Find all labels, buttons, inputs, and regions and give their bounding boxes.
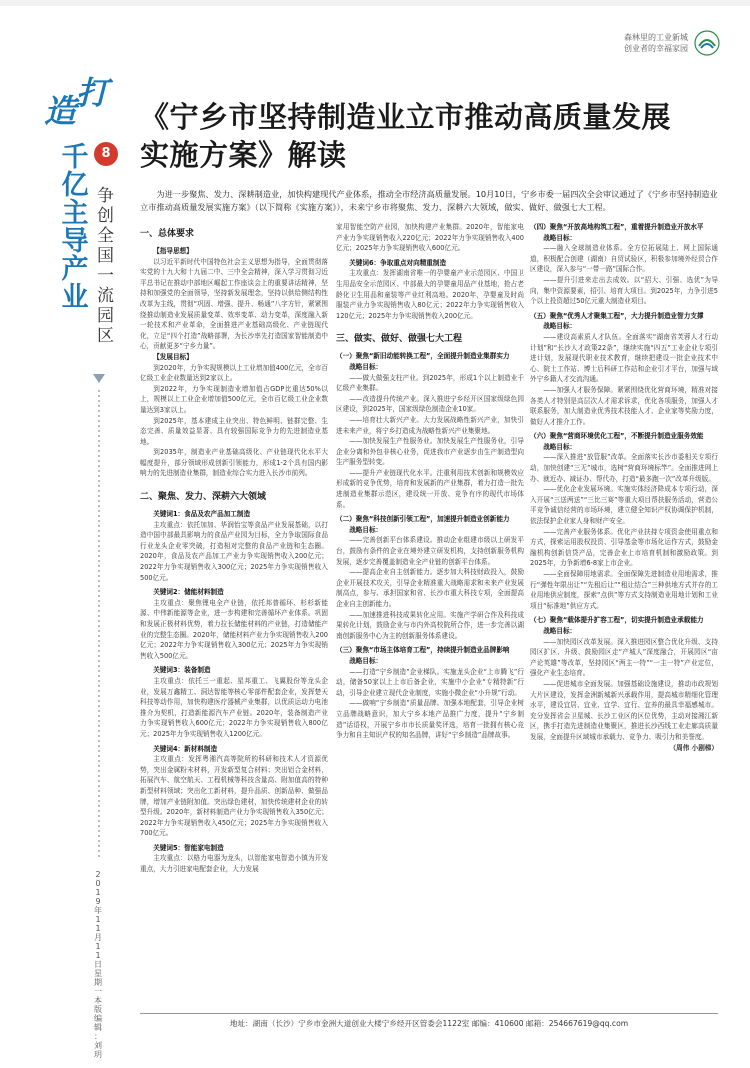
subsection-label: 【指导思想】 [153, 247, 193, 255]
date-char: 版 [94, 1005, 102, 1014]
goal-label: 战略目标： [349, 362, 383, 371]
goal-label: 战略目标： [349, 656, 383, 665]
date-char: 日 [94, 960, 102, 969]
title-line-2: 实施方案》解读 [140, 138, 347, 172]
body-paragraph: ——加快园区改革发展。深入推进园区整合优化升级、支持园区扩区、升级、鼓励园区走“产城人”深度融合，开展园区“亩产论英雄”等改革，坚持园区“两主一特”“一主一特”产业定位，强化产业生态培育。 [530, 637, 718, 678]
triangle-marker-icon [93, 374, 105, 383]
body-paragraph: ——提升引进来走出去成效。以“招大、引强、选优”为导向，集中资源要素，招引、培育大项目。到2025年，力争引进5个以上投资超过50亿元重大制造业项目。 [530, 275, 718, 306]
body-paragraph: ——加快发展生产性服务业。加快发展生产性服务业，引导企业分离和外包非核心业务，促进我市产业逐步由生产制造型向生产服务型转变。 [336, 437, 524, 467]
keyword-heading: 关键词5：智能家电制造 [153, 843, 224, 852]
author-credit: （周伟 小剧梯） [669, 743, 718, 752]
side-char-qian: 千 [61, 142, 89, 173]
article-column-3 [530, 222, 718, 753]
side-char-chan: 产 [61, 254, 89, 285]
side-date-editor [92, 870, 104, 1059]
top-border [0, 0, 750, 6]
article-column-2 [336, 222, 524, 741]
keyword-heading: 关键词2：储能材料制造 [153, 588, 224, 597]
sub-char: 争 [97, 186, 114, 206]
date-char: 年 [94, 906, 102, 915]
title-line-1: 《宁乡市坚持制造业立市推动高质量发展 [140, 100, 672, 134]
footer-address: 地址：湖南（长沙）宁乡市金洲大道创业大楼宁乡经开区管委会1122室 邮编：410600 邮箱：254667619@qq.com [229, 1019, 629, 1028]
subsection-heading: （四）聚焦“开放高地构筑工程”，重着提升制造业开放水平 [530, 223, 704, 231]
body-paragraph: ——完善产业服务体系。优化产业扶持专项资金使用重点和方式，探索运用股权投资、引导基金等市场化运作方式，鼓励金融机构创新信贷产品，完善企业上市培育机制和激励政策。到2025年，力争新增6-8家上市企业。 [530, 527, 718, 568]
date-char: 1 [95, 888, 101, 897]
side-dotted-divider [98, 390, 100, 860]
body-paragraph: 到2025年，基本建成主业突出、特色鲜明、链群完整、生态完善、质量效益显著、具有较强国际竞争力的先进制造业基地。 [140, 416, 328, 446]
body-paragraph: ——提升产业链现代化水平。注重利用技术创新和规模效应形成新的竞争优势，培育和发展新的产业集群，着力打造一批先进制造业集群示范区，建设统一开放、竞争有序的现代市场体系。 [336, 468, 524, 509]
body-paragraph: ——加速推进科技成果转化应用。实施产学研合作及科技成果转化计划，鼓励企业与市内外高校院所合作，进一步完善以湖南创新服务中心为主的创新服务体系建设。 [336, 610, 524, 640]
subsection-heading: （一）聚焦“新旧动能转换工程”，全面提升制造业集群实力 [336, 352, 510, 361]
body-paragraph: ——做响“宁乡制造”质量品牌。加强本地配套，引导企业树立品牌战略意识，加大宁乡本地产品推广力度，提升“宁乡制造”话语权，开展宁乡市市长质量奖评选，培育一批拥有核心竞争力和自主知识产权的知名品牌，讲好“宁乡制造”品牌故事。 [336, 699, 524, 740]
body-paragraph: ——全面保障用地需求。全面保障先进制造业用地需求，推行“弹性年限出让”“先租后让”“租让结合”三种供地方式并存的工业用地供应制度，探索“点供”等方式支持制造业用地计划和工业项目“标准地”供应方式。 [530, 570, 718, 610]
date-char: 编 [94, 1014, 102, 1023]
keyword-heading: 关键词6：争取重点对向精重制造 [349, 258, 447, 267]
body-paragraph: 主攻重点：聚焦锂电全产业链，依托邦普循环、杉杉新能源、中伟新能源等企业，进一步构建和完善循环产业体系。巩固和发展正极材料优势，着力拉长储能材料的产业链，打造储能产业的完整生态圈。2020年，储能材料产业力争实现销售收入200亿元；2022年力争实现销售收入300亿元；2025年力争实现销售收入500亿元。 [140, 598, 328, 660]
body-paragraph: ——深入推进“放管服”改革。全面落实长沙市委相关专项行动，加快创建“三无”城市，选树“营商环境标竿”。全面推进网上办、就近办、减证办、帮代办，打造“最多跑一次”改革升级版。 [530, 453, 718, 483]
goal-label: 战略目标： [543, 626, 577, 635]
lead-paragraph: 为进一步聚焦、发力、深耕制造业，加快构建现代产业体系，推动全市经济高质量发展。10月10日，宁乡市委一届四次全会审议通过了《宁乡市坚持制造业立市推动高质量发展实施方案》（以下简称《实施方案》），未来宁乡市将聚焦、发力、深耕六大领域，做实、做好、做强七大工程。 [140, 189, 718, 213]
side-char-dao: 导 [61, 226, 89, 257]
subsection-heading: （二）聚焦“科技创新引领工程”，加速提升制造业创新能力 [336, 515, 510, 524]
side-char-yi: 亿 [61, 170, 89, 201]
footer-divider [140, 1013, 718, 1014]
date-char: 期 [94, 978, 102, 987]
sub-char: 一 [97, 266, 114, 286]
section-heading: 三、做实、做好、做强七大工程 [336, 334, 463, 345]
goal-label: 战略目标： [543, 442, 577, 451]
body-paragraph: ——培育壮大新兴产业。大力发展战略性新兴产业，加快引进未来产业，将宁乡打造成为战略性新兴产业集聚地。 [336, 415, 524, 435]
subsection-heading: （五）聚焦“优秀人才聚集工程”，大力提升制造业智力支撑 [530, 311, 704, 320]
body-paragraph: 到2020年，力争实现规模以上工业增加值400亿元，全市百亿级工业企业数量达到2家以上。 [140, 363, 328, 383]
page-number-badge: 8 [94, 142, 118, 166]
goal-label: 战略目标： [543, 233, 577, 242]
side-char-zao: 造 [44, 92, 77, 130]
date-char: 1 [95, 915, 101, 924]
side-char-ye: 业 [61, 282, 89, 313]
date-char: 一 [94, 987, 102, 996]
body-paragraph: ——提高企业自主创新能力。逐步加大科技财政投入，鼓励企业开展技术攻关，引导企业精准重大战略需求和未来产业发展制高点，参与、承担国家和省、长沙市重大科技专项，全面提高企业自主创新能力。 [336, 568, 524, 608]
body-paragraph: 以习近平新时代中国特色社会主义思想为指导，全面贯彻落实党的十九大和十九届二中、三中全会精神，深入学习贯彻习近平总书记在推动中部地区崛起工作座谈会上的重要讲话精神，坚持和加强党的全面领导，坚持新发展理念，坚持以供给侧结构性改革为主线，贯彻“巩固、增强、提升、畅通”八字方针，紧紧围绕推动制造业发展质量变革、效率变革、动力变革，深度融入新一轮技术和产业革命，全面推进产业基础高级化、产业链现代化，立足“四个打造”战略部署，为长沙率先打造国家智能制造中心，贡献更多“宁乡力量”。 [140, 257, 328, 351]
body-paragraph: ——优化企业发展环境。实施实体经济降成本专项行动，深入开展“三送两送”“三比三赛”等重大项目帮扶服务活动，营造公平竞争诚信经营的市场环境，建立健全知识产权协调保护机制，依法保护企业家人身和财产安全。 [530, 485, 718, 526]
body-paragraph: 主攻重点：依托加加、华润怡宝等食品产业发展基础，以打造中国中部最具影响力的食品产业园为目标，全力争取国际食品行业龙头企业零突破，打造相对完整的食品产业链和生态圈。2020年，食品及农产品加工产业力争实现销售收入200亿元；2022年力争实现销售收入300亿元；2025年力争实现销售收入500亿元。 [140, 520, 328, 582]
section-heading: 二、聚焦、发力、深耕六大领域 [140, 492, 267, 503]
body-paragraph: 到2035年，制造业产业基础高级化、产业链现代化水平大幅度提升，部分领域形成创新引领能力，形成1-2个具有国内影响力的先进制造业集群，制造业综合实力进入长沙市前列。 [140, 448, 328, 478]
body-paragraph: 主攻重点：以格力电器为龙头，以智能家电智造小镇为开发重点，大力引进家电配套企业，大力发展 [140, 854, 328, 874]
side-char-zhu: 主 [61, 198, 89, 229]
body-paragraph: ——加强人才服务保障。紧紧围绕优化营商环境，精准对接各类人才特别是高层次人才需求诉求，优化各项服务，加强人才联系服务，加大制造业优秀技术技能人才、企业家等奖励力度，做好人才推介工作。 [530, 385, 718, 426]
body-paragraph: 主攻重点：发挥粤湘汽高等院所的科研和技术人才资源优势，突出金属粉末材料，开发新型复合材料；突出铝合金材料，拓展汽车、航空航天、工程机械等科技含量高、附加值高的特种新型材料领域；突出化工新材料，提升品质、创新品种、做强品牌，增加产业链附加值。突出绿色建材，加快传统建材企业的转型升级。2020年，新材料制造产业力争实现销售收入350亿元；2022年力争实现销售收入450亿元；2025年力争实现销售收入700亿元。 [140, 755, 328, 838]
keyword-heading: 关键词4：新材料制造 [153, 744, 218, 753]
park-logo-icon [694, 30, 720, 56]
date-char: 9 [95, 897, 101, 906]
date-char: ： [94, 1032, 102, 1041]
date-char: 星 [94, 969, 102, 978]
date-char: 本 [94, 996, 102, 1005]
keyword-heading: 关键词1：食品及农产品加工制造 [153, 510, 251, 519]
body-paragraph: 到2022年，力争实现制造业增加值占GDP比重达50%以上，规模以上工业企业增加值500亿元，全市百亿级工业企业数量达到3家以上。 [140, 384, 328, 414]
header-slogan [624, 32, 688, 54]
slogan-line-1: 森林里的工业新城 [624, 33, 688, 42]
body-paragraph: 主攻重点：依托三一重起、星邦重工、飞翼股份等龙头企业，发展万鑫精工、洞达智能等核心零部件配套企业，发挥楚天科技等动作用，加快构建医疗器械产业集群，以优质运动力电池推介为契机，打造新能源汽车产业链。2020年，装备制造产业力争实现销售收入600亿元；2022年力争实现销售收入800亿元；2025年力争实现销售收入1200亿元。 [140, 676, 328, 738]
sub-char: 区 [97, 326, 114, 346]
body-paragraph: ——建设高素质人才队伍。全面落实“湖南省芙蓉人才行动计划”和“长沙人才政策22条”，继续实施“四五”工业企业专项引进计划，发展现代职业技术教育，继续把建设一批企业技术中心、院士工作站、博士后科研工作站和企业引才平台，加强与域外宁乡籍人才交流沟通。 [530, 332, 718, 384]
keyword-heading: 关键词3：装备制造 [153, 666, 211, 675]
body-paragraph: ——打造“宁乡制造”企业梯队。实施龙头企业“上市腾飞”行动，储备50家以上上市后备企业，实施中小企业“专精特新”行动，引导企业建立现代企业制度，实施小微企业“小升规”行动。 [336, 667, 524, 697]
date-char: 月 [94, 933, 102, 942]
sub-char: 国 [97, 246, 114, 266]
body-paragraph: 家用智能空防产业园，加快构建产业集群。2020年，智能家电产业力争实现销售收入220亿元；2022年力争实现销售收入400亿元；2025年力争实现销售收入600亿元。 [336, 223, 524, 253]
body-paragraph: ——促进城市全面发展。加强基础设施建设，推动市政规划大片区建设，发挥金洲新城新兴承载作用，提高城市精细化管理水平，建设宜居、宜业、宜学、宜行、宜养的最具幸福感城市。充分发挥省会卫星城、长沙工业区的区位优势，主动对接湘江新区，携手打造先进制造业集聚区，推进长沙西线工业走廊高质量发展，全面提升区域城市承载力、竞争力、吸引力和美誉度。 [530, 679, 718, 741]
body-paragraph: ——做大做强支柱产业。到2025年，形成1个以上制造业千亿级产业集群。 [336, 373, 524, 393]
article-column-1 [140, 222, 328, 875]
subsection-heading: （七）聚焦“载体提升扩容工程”，切实提升制造业承载能力 [530, 616, 704, 625]
body-paragraph: 主攻重点：发挥湖南省唯一的孕婴童产业示范园区、中国卫生用品安全示范园区、中部最大的孕婴童用品产业基地，抢占老龄化卫生用品和童装等产业红利高地。2020年，孕婴童及时尚服装产业力争实现销售收入80亿元；2022年力争实现销售收入120亿元；2025年力争实现销售收入200亿元。 [336, 269, 524, 320]
page-title [140, 98, 710, 174]
sub-char: 全 [97, 226, 114, 246]
date-char: 1 [95, 924, 101, 933]
subsection-label: 【发展目标】 [153, 352, 193, 361]
body-paragraph: ——融入全球制造业体系。全方位拓展陆上、网上国际通道，积极配合创建（湖南）自贸试验区，积极参加境外经贸合作区建设，深入参与“一带一路”国际合作。 [530, 244, 718, 274]
sub-char: 创 [97, 206, 114, 226]
sub-char: 流 [97, 286, 114, 306]
goal-label: 战略目标： [543, 322, 577, 331]
date-char: 1 [95, 942, 101, 951]
subsection-heading: （六）聚焦“营商环境优化工程”，不断提升制造业服务效能 [530, 432, 704, 441]
date-char: 玥 [94, 1050, 102, 1059]
subsection-heading: （三）聚焦“市场主体培育工程”，持续提升制造业品牌影响 [336, 646, 510, 655]
body-paragraph: ——完善创新平台体系建设。推动企业组建市级以上研发平台，鼓励有条件的企业在境外建立研发机构，支持创新服务机构发展，逐步完善覆盖制造业全产业链的创新平台体系。 [336, 536, 524, 566]
slogan-line-2: 创业者的幸福家园 [624, 44, 688, 53]
section-heading: 一、总体要求 [140, 229, 195, 239]
date-char: 1 [95, 951, 101, 960]
goal-label: 战略目标： [349, 525, 383, 534]
body-paragraph: ——改造提升传统产业。深入推进宁乡经开区国家级绿色园区建设，到2025年，国家级绿色制造企业10家。 [336, 394, 524, 414]
side-subheadline [97, 186, 113, 346]
date-char: 辑 [94, 1023, 102, 1032]
side-char-da: 打 [76, 74, 109, 112]
date-char: 2 [95, 870, 101, 879]
date-char: 0 [95, 879, 101, 888]
sub-char: 园 [97, 306, 114, 326]
date-char: 刘 [94, 1041, 102, 1050]
